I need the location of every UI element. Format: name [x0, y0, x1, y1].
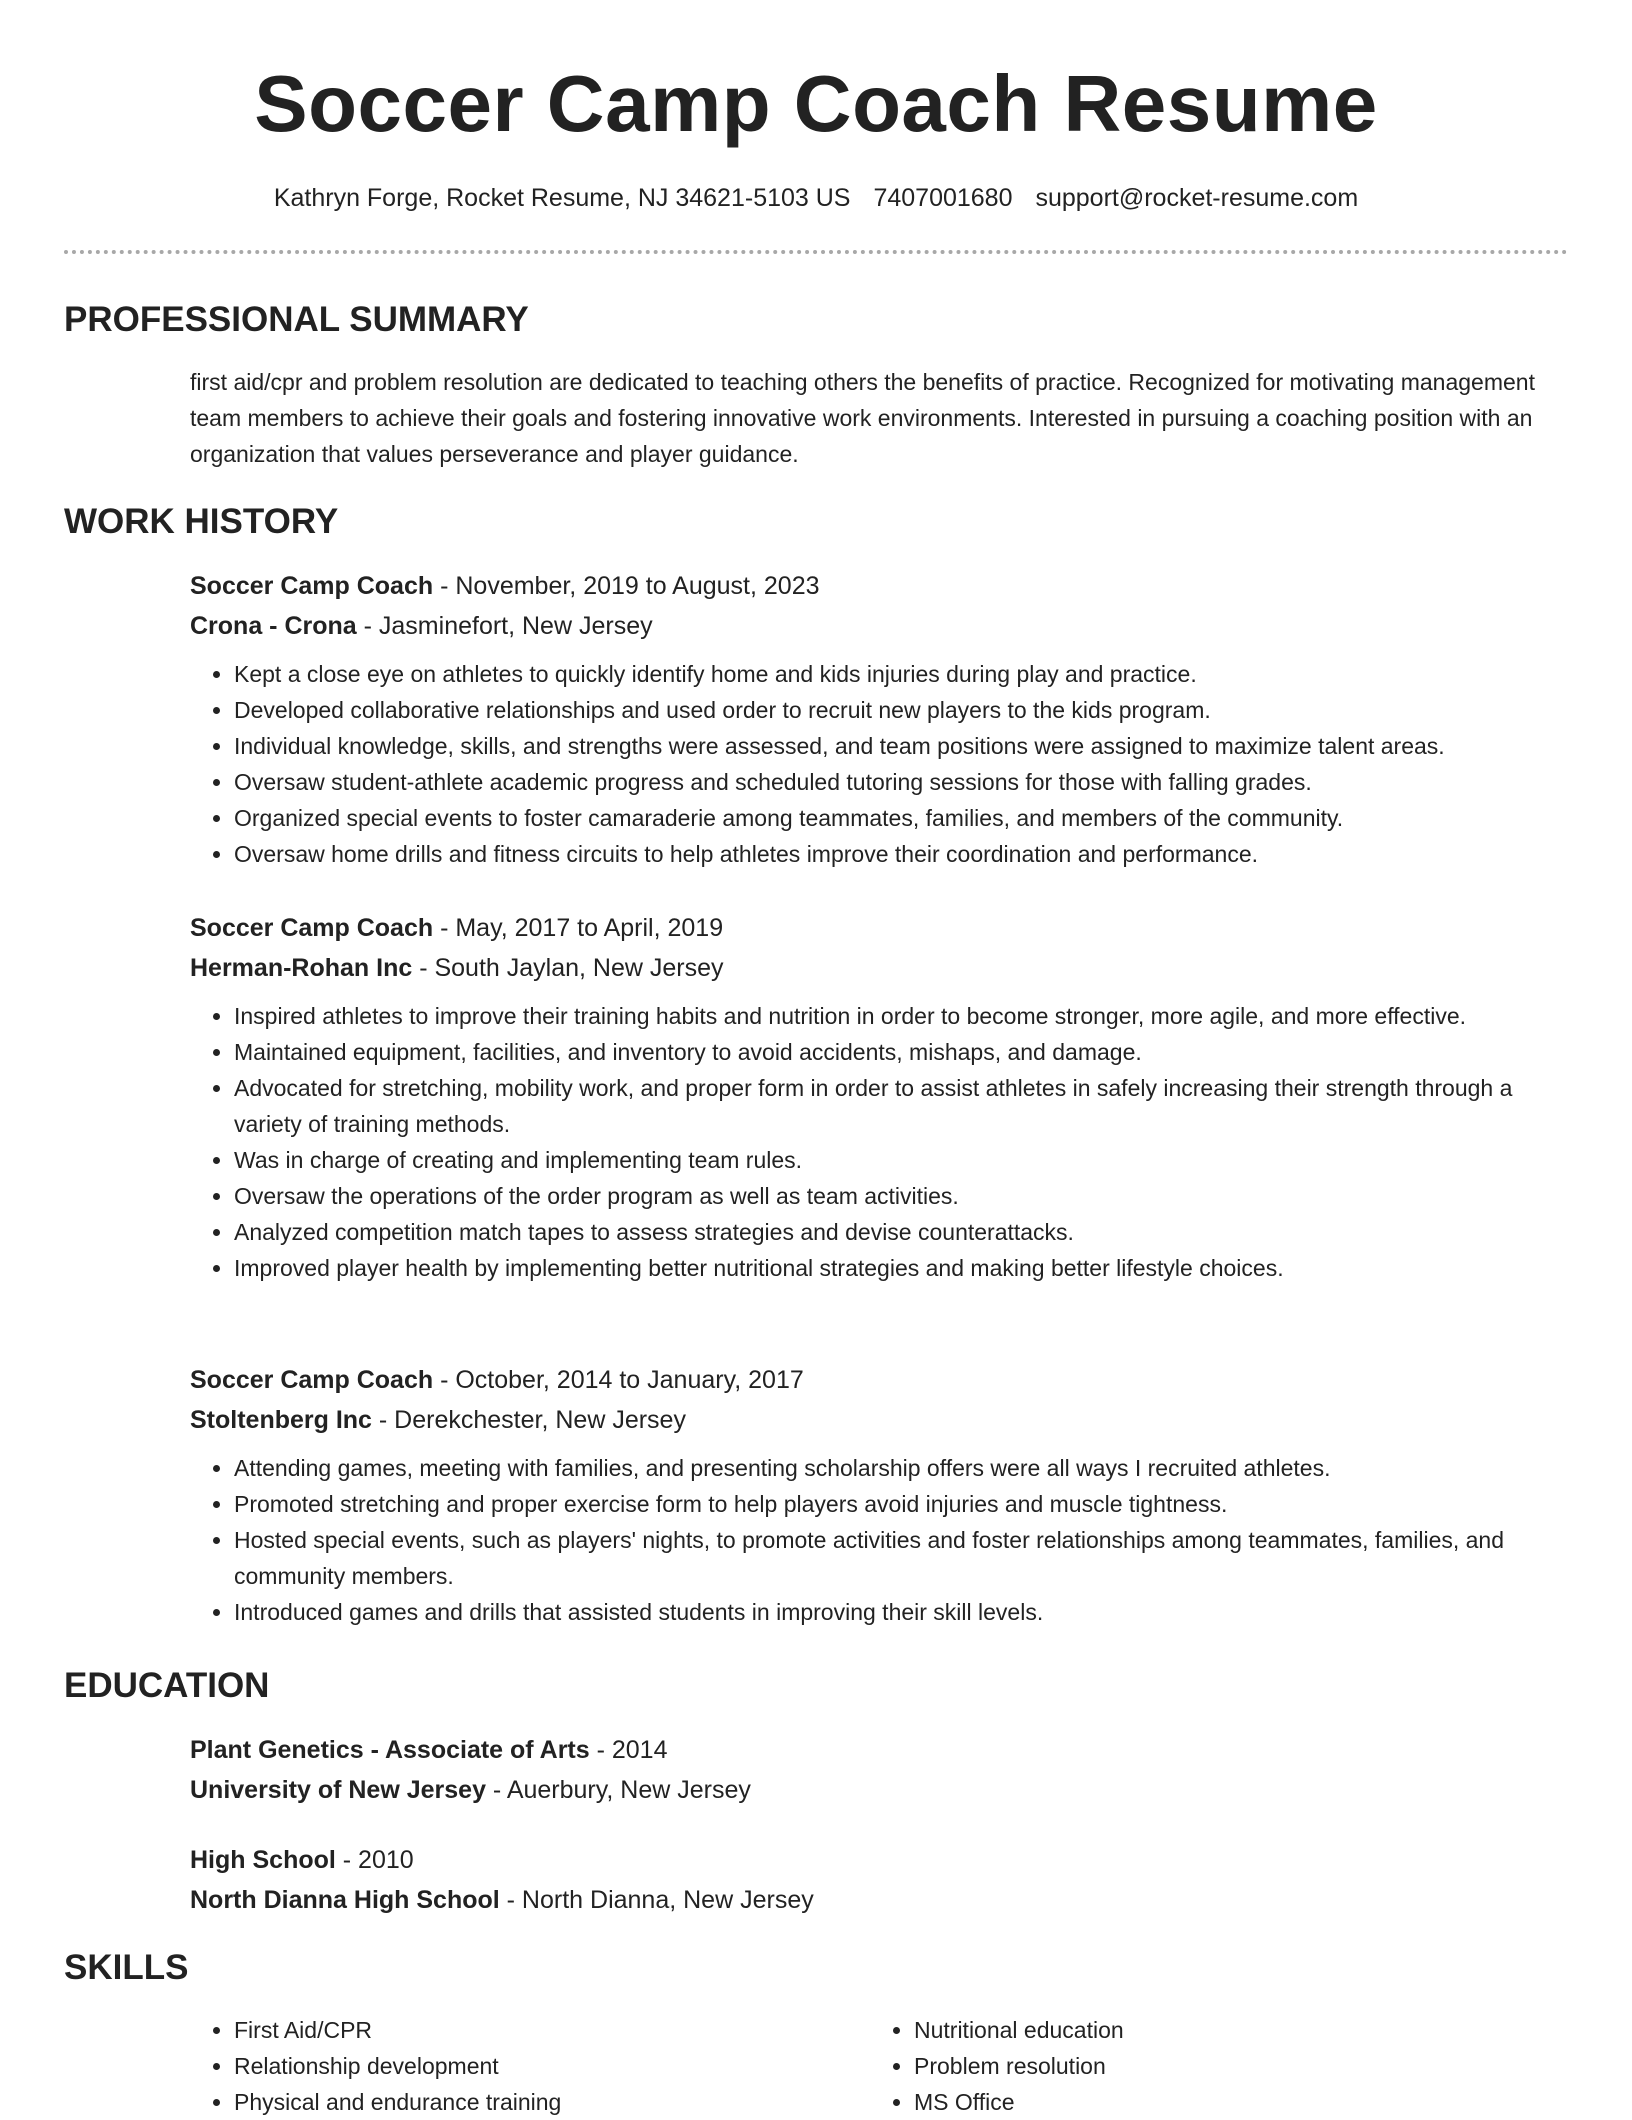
list-item: • Oversaw student-athlete academic progress and scheduled tutoring sessions for those with falling grades.	[234, 764, 1568, 800]
contact-line	[64, 182, 1568, 214]
list-item: • Kept a close eye on athletes to quickly identify home and kids injuries during play and practice.	[234, 656, 1568, 692]
job-title: Soccer Camp Coach	[190, 1366, 434, 1394]
resume-title: Soccer Camp Coach Resume	[254, 59, 1378, 148]
education-year: - 2010	[335, 1846, 414, 1874]
education-degree: High School	[190, 1846, 336, 1874]
job-bullets	[190, 998, 1568, 1286]
list-item: • Physical and endurance training	[234, 2084, 830, 2120]
education-school-line	[190, 1880, 1568, 1920]
job-title: Soccer Camp Coach	[190, 572, 434, 600]
list-item: • Promoted stretching and proper exercise form to help players avoid injuries and muscle tightness.	[234, 1486, 1568, 1522]
contact-email: support@rocket-resume.com	[1035, 184, 1359, 212]
skills-heading: SKILLS	[64, 1948, 189, 1987]
list-item: • Oversaw the operations of the order program as well as team activities.	[234, 1178, 1568, 1214]
list-item: • Hosted special events, such as players' nights, to promote activities and foster relationships among teammates, families, and community members.	[234, 1522, 1568, 1594]
education-degree-line	[190, 1730, 1568, 1770]
contact-address: Kathryn Forge, Rocket Resume, NJ 34621-5103 US	[273, 184, 851, 212]
job-entry	[190, 908, 1568, 1286]
education-school: North Dianna High School	[190, 1886, 500, 1914]
skills-column-right	[870, 2012, 1510, 2120]
list-item: • Problem resolution	[914, 2048, 1510, 2084]
list-item: • Maintained equipment, facilities, and inventory to avoid accidents, mishaps, and damage.	[234, 1034, 1568, 1070]
header-divider	[64, 250, 1568, 254]
job-title-line	[190, 1360, 1568, 1400]
education-entry	[190, 1840, 1568, 1920]
education-degree: Plant Genetics - Associate of Arts	[190, 1736, 590, 1764]
list-item: • Introduced games and drills that assisted students in improving their skill levels.	[234, 1594, 1568, 1630]
list-item: • Attending games, meeting with families, and presenting scholarship offers were all ways I recruited athletes.	[234, 1450, 1568, 1486]
summary-text: first aid/cpr and problem resolution are dedicated to teaching others the benefits of practice. Recognized for motivating management team members to achieve their goals and fostering innovative work environments. Interested in pursuing a coaching position with an organization that values perseverance and player guidance.	[190, 369, 1535, 467]
job-title-line	[190, 566, 1568, 606]
skills-column-left	[190, 2012, 830, 2120]
job-dates: - May, 2017 to April, 2019	[433, 914, 724, 942]
education-year: - 2014	[589, 1736, 668, 1764]
job-location: - Jasminefort, New Jersey	[356, 612, 653, 640]
job-title-line	[190, 908, 1568, 948]
list-item: • Improved player health by implementing better nutritional strategies and making better lifestyle choices.	[234, 1250, 1568, 1286]
job-bullets	[190, 656, 1568, 872]
education-entry	[190, 1730, 1568, 1810]
list-item: • Developed collaborative relationships and used order to recruit new players to the kids program.	[234, 692, 1568, 728]
education-degree-line	[190, 1840, 1568, 1880]
list-item: • Oversaw home drills and fitness circuits to help athletes improve their coordination and performance.	[234, 836, 1568, 872]
job-location: - Derekchester, New Jersey	[371, 1406, 686, 1434]
summary-heading: PROFESSIONAL SUMMARY	[64, 300, 529, 339]
job-dates: - November, 2019 to August, 2023	[433, 572, 820, 600]
education-heading: EDUCATION	[64, 1666, 270, 1705]
list-item: • Individual knowledge, skills, and strengths were assessed, and team positions were assigned to maximize talent areas.	[234, 728, 1568, 764]
education-location: - North Dianna, New Jersey	[499, 1886, 814, 1914]
job-location: - South Jaylan, New Jersey	[412, 954, 724, 982]
job-entry	[190, 1360, 1568, 1630]
list-item: • Was in charge of creating and implementing team rules.	[234, 1142, 1568, 1178]
list-item: • Relationship development	[234, 2048, 830, 2084]
list-item: • Advocated for stretching, mobility work, and proper form in order to assist athletes in safely increasing their strength through a variety of training methods.	[234, 1070, 1568, 1142]
skills-list	[870, 2012, 1510, 2120]
education-location: - Auerbury, New Jersey	[485, 1776, 751, 1804]
contact-phone: 7407001680	[873, 184, 1013, 212]
job-company-line	[190, 606, 1568, 646]
skills-list	[190, 2012, 830, 2120]
job-company-line	[190, 1400, 1568, 1440]
work-history-heading: WORK HISTORY	[64, 502, 339, 541]
job-bullets	[190, 1450, 1568, 1630]
job-company: Herman-Rohan Inc	[190, 954, 413, 982]
list-item: • Inspired athletes to improve their training habits and nutrition in order to become stronger, more agile, and more effective.	[234, 998, 1568, 1034]
list-item: • Nutritional education	[914, 2012, 1510, 2048]
list-item: • Organized special events to foster camaraderie among teammates, families, and members of the community.	[234, 800, 1568, 836]
education-school-line	[190, 1770, 1568, 1810]
job-entry	[190, 566, 1568, 872]
job-company: Stoltenberg Inc	[190, 1406, 372, 1434]
job-company-line	[190, 948, 1568, 988]
job-company: Crona - Crona	[190, 612, 357, 640]
education-school: University of New Jersey	[190, 1776, 486, 1804]
list-item: • Analyzed competition match tapes to assess strategies and devise counterattacks.	[234, 1214, 1568, 1250]
job-dates: - October, 2014 to January, 2017	[433, 1366, 804, 1394]
list-item: • MS Office	[914, 2084, 1510, 2120]
job-title: Soccer Camp Coach	[190, 914, 434, 942]
list-item: • First Aid/CPR	[234, 2012, 830, 2048]
